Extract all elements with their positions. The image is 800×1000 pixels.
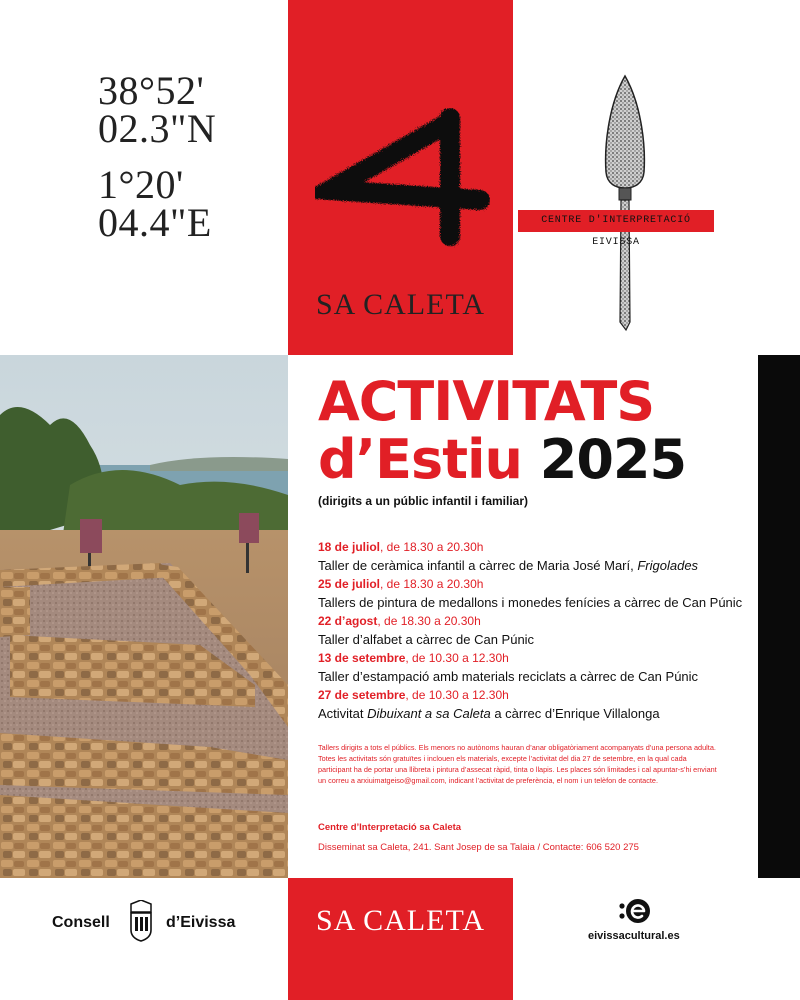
centre-interpretacio-label: CENTRE D'INTERPRETACIÓ EIVISSA — [518, 210, 714, 232]
activities-list — [318, 538, 748, 723]
activity-description: Taller d’alfabet a càrrec de Can Púnic — [318, 632, 535, 647]
activity-date: 13 de setembre — [318, 651, 406, 665]
coat-of-arms-icon — [128, 900, 154, 942]
headline-year: 2025 — [539, 428, 687, 491]
fine-print-notes: Tallers dirigits a tots el públics. Els menors no autònoms hauran d’anar obligatòriament acompanyats d’una persona adulta. Totes les activitats són gratuïtes i inclouen els materials, excepte l’activitat del dia 27 de setembre, en la qual cada participant ha de portar una llibreta i pintura d’assecat ràpid, tinta o llapis. Les places són limitades i cal apuntar-s’hi enviant un correu a arxiuimatgeiso@gmail.com, indicant l’activitat de preferència, el nom i un telèfon de contacte. — [318, 743, 717, 785]
activity-date: 18 de juliol — [318, 540, 381, 554]
place-name-top: SA CALETA — [315, 288, 486, 321]
activity-time: , de 18.30 a 20.30h — [377, 614, 481, 628]
activity-description-end: a càrrec d’Enrique Villalonga — [490, 706, 660, 721]
headline-activitats: ACTIVITATS — [318, 370, 655, 433]
eivissa-logo-text: d’Eivissa — [166, 914, 236, 931]
activity-item — [318, 538, 748, 575]
activity-description: Tallers de pintura de medallons i monedes fenícies a càrrec de Can Púnic — [318, 595, 743, 610]
archaeological-site-photo — [0, 355, 288, 878]
activity-time: , de 18.30 a 20.30h — [380, 540, 484, 554]
activity-description: Taller de ceràmica infantil a càrrec de Maria José Marí, — [318, 558, 638, 573]
activity-item — [318, 612, 748, 649]
numeral-four-graphic — [310, 108, 490, 248]
activity-item — [318, 686, 748, 723]
activity-date: 22 d’agost — [318, 614, 378, 628]
place-name-bottom: SA CALETA — [315, 904, 486, 937]
activity-description: Activitat — [318, 706, 368, 721]
activity-time: , de 18.30 a 20.30h — [380, 577, 484, 591]
black-side-bar — [758, 355, 800, 878]
activity-description-italic: Dibuixant a sa Caleta — [367, 706, 491, 721]
contact-centre-name: Centre d’Interpretació sa Caleta — [318, 822, 462, 833]
activity-description-italic: Frigolades — [637, 558, 699, 573]
red-footer-panel — [288, 878, 513, 1000]
activity-date: 27 de setembre — [318, 688, 406, 702]
activity-time: , de 10.30 a 12.30h — [405, 651, 509, 665]
latitude-degrees: 38°52' — [98, 68, 205, 113]
longitude-seconds: 04.4"E — [98, 200, 212, 245]
activity-time: , de 10.30 a 12.30h — [405, 688, 509, 702]
latitude-seconds: 02.3"N — [98, 106, 217, 151]
activity-date: 25 de juliol — [318, 577, 381, 591]
headline-estiu: d’Estiu — [318, 428, 522, 491]
activity-description: Taller d’estampació amb materials reciclats a càrrec de Can Púnic — [318, 669, 699, 684]
gps-coordinates — [98, 68, 217, 260]
longitude-degrees: 1°20' — [98, 162, 184, 207]
headline-estiu-year — [318, 430, 686, 490]
contact-address: Disseminat sa Caleta, 241. Sant Josep de sa Talaia / Contacte: 606 520 275 — [318, 842, 639, 853]
activity-item — [318, 575, 748, 612]
eivissacultural-logo-icon — [618, 897, 652, 925]
spearhead-artifact-image — [580, 72, 670, 332]
consell-logo-text: Consell — [52, 914, 110, 931]
website-link[interactable]: eivissacultural.es — [588, 930, 680, 942]
audience-subtitle: (dirigits a un públic infantil i familiar) — [318, 494, 529, 508]
activity-item — [318, 649, 748, 686]
red-header-panel — [288, 0, 513, 355]
